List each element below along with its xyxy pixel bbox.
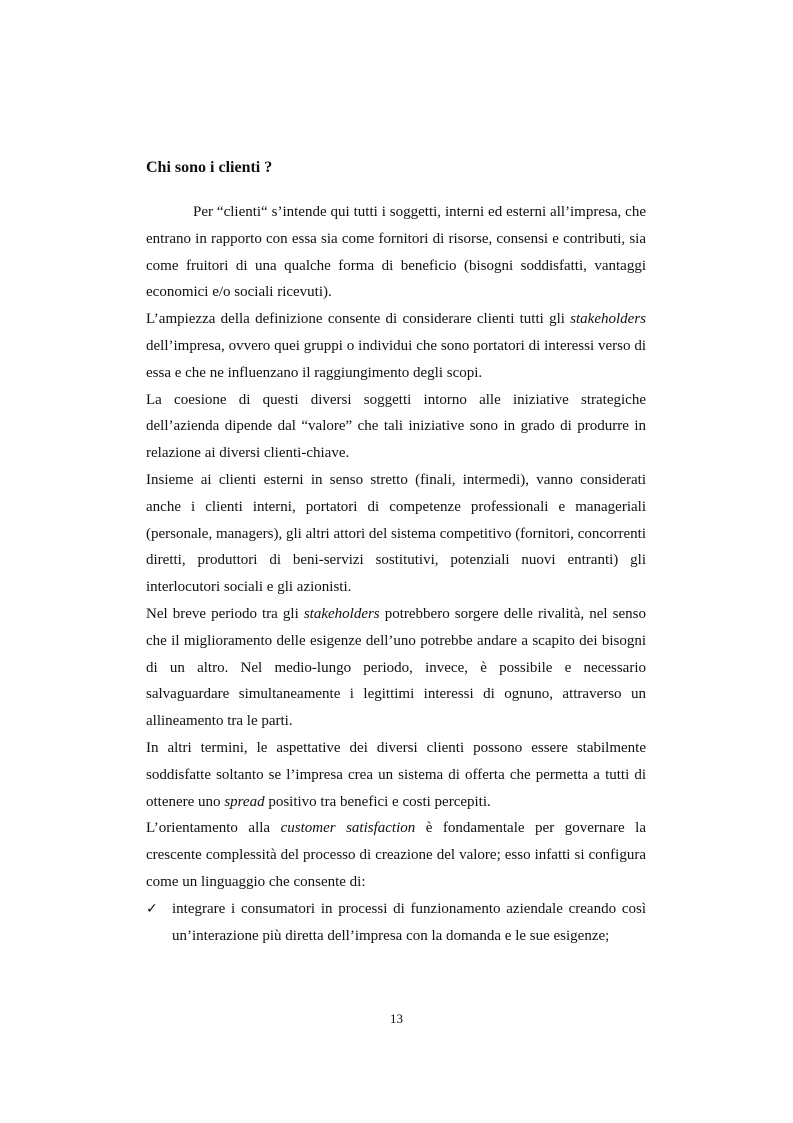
list-item-text: integrare i consumatori in processi di funzionamento aziendale creando così un’interazione più diretta dell’impresa con la domanda e le sue esigenze;: [172, 900, 646, 944]
paragraph-2-text: L’ampiezza della definizione consente di considerare clienti tutti gli: [146, 311, 571, 328]
paragraph-6-text: In altri termini, le aspettative dei diversi clienti possono essere stabilmente soddisfatte soltanto se l’impresa crea un sistema di offerta che permetta a tutti di ottenere uno: [146, 739, 646, 810]
paragraph-7-text-cont: è fondamentale per governare la crescente complessità del processo di creazione del valore; esso infatti si configura come un linguaggio che consente di:: [146, 820, 646, 890]
list-item: [146, 896, 646, 950]
paragraph-6-emphasis: spread: [224, 793, 265, 810]
paragraph-6-text-cont: positivo tra benefici e costi percepiti.: [264, 793, 491, 810]
paragraph-7-emphasis: customer satisfaction: [280, 820, 416, 837]
paragraph-3: La coesione di questi diversi soggetti intorno alle iniziative strategiche dell’azienda dipende dal “valore” che tali iniziative sono in grado di produrre in relazione ai diversi clienti-chiave.: [146, 391, 646, 462]
paragraph-2-text-cont: dell’impresa, ovvero quei gruppi o individui che sono portatori di interessi verso di essa e che ne influenzano il raggiungimento degli scopi.: [146, 337, 646, 381]
paragraph-2-emphasis: stakeholders: [570, 311, 646, 328]
paragraph-7: [146, 815, 646, 895]
paragraph-4: Insieme ai clienti esterni in senso stretto (finali, intermedi), vanno considerati anche i clienti interni, portatori di competenze professionali e manageriali (personale, managers), gli altri attori del sistema competitivo (fornitori, concorrenti diretti, produttori di beni-servizi sostitutivi, potenziali nuovi entranti) gli interlocutori sociali e gli azionisti.: [146, 471, 646, 596]
section-heading: Chi sono i clienti ?: [146, 159, 273, 176]
paragraph-5-text-cont: potrebbero sorgere delle rivalità, nel senso che il miglioramento delle esigenze dell’uno potrebbe andare a scapito dei bisogni di un altro. Nel medio-lungo periodo, invece, è possibile e necessario salvaguardare simultaneamente i legittimi interessi di ognuno, attraverso un allineamento tra le parti.: [146, 605, 646, 730]
checkmark-icon: ✓: [146, 900, 158, 917]
body-text: [146, 199, 646, 949]
paragraph-1: Per “clienti“ s’intende qui tutti i soggetti, interni ed esterni all’impresa, che entrano in rapporto con essa sia come fornitori di risorse, consensi e contributi, sia come fruitori di una qualche forma di beneficio (bisogni soddisfatti, vantaggi economici e/o sociali ricevuti).: [146, 204, 646, 301]
paragraph-5-text: Nel breve periodo tra gli: [146, 605, 304, 622]
paragraph-2: [146, 306, 646, 386]
page-number: 13: [390, 1011, 403, 1026]
paragraph-5: [146, 601, 646, 735]
paragraph-6: [146, 735, 646, 815]
paragraph-7-text: L’orientamento alla: [146, 820, 281, 837]
paragraph-5-emphasis: stakeholders: [303, 605, 380, 622]
